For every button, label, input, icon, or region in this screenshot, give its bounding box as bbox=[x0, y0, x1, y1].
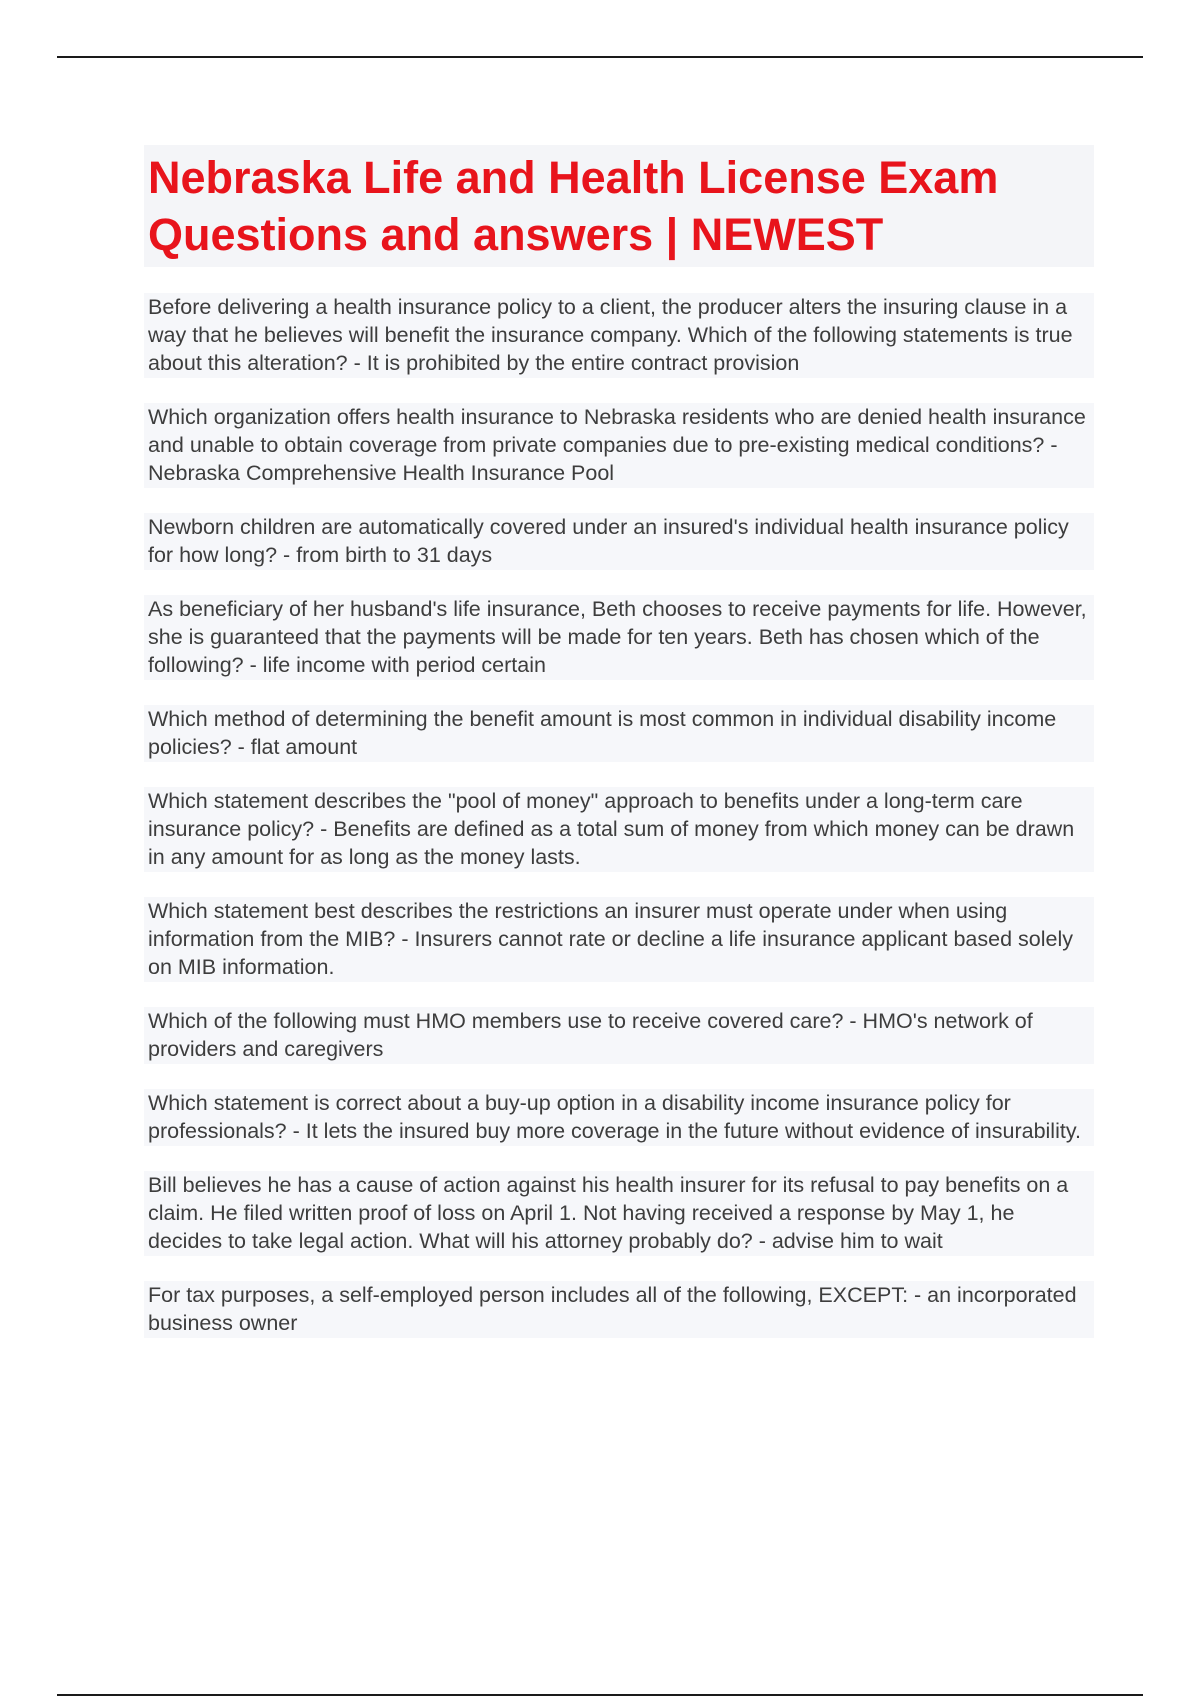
bottom-rule bbox=[57, 1694, 1143, 1696]
qa-item-11: For tax purposes, a self-employed person includes all of the following, EXCEPT: - an incorporated business owner bbox=[144, 1281, 1094, 1338]
qa-item-8: Which of the following must HMO members use to receive covered care? - HMO's network of providers and caregivers bbox=[144, 1007, 1094, 1064]
qa-item-4: As beneficiary of her husband's life insurance, Beth chooses to receive payments for life. However, she is guaranteed that the payments will be made for ten years. Beth has chosen which of the following? - life income with period certain bbox=[144, 595, 1094, 680]
qa-item-9: Which statement is correct about a buy-up option in a disability income insurance policy for professionals? - It lets the insured buy more coverage in the future without evidence of insurability. bbox=[144, 1089, 1094, 1146]
qa-item-1: Before delivering a health insurance policy to a client, the producer alters the insuring clause in a way that he believes will benefit the insurance company. Which of the following statements is true about this alteration? - It is prohibited by the entire contract provision bbox=[144, 293, 1094, 378]
document-body bbox=[144, 145, 1094, 1363]
qa-item-5: Which method of determining the benefit amount is most common in individual disability income policies? - flat amount bbox=[144, 705, 1094, 762]
document-title: Nebraska Life and Health License Exam Questions and answers | NEWEST bbox=[148, 152, 999, 260]
top-rule bbox=[57, 56, 1143, 58]
qa-item-6: Which statement describes the "pool of money" approach to benefits under a long-term care insurance policy? - Benefits are defined as a total sum of money from which money can be drawn in any amount for as long as the money lasts. bbox=[144, 787, 1094, 872]
title-block bbox=[144, 145, 1094, 267]
qa-item-2: Which organization offers health insurance to Nebraska residents who are denied health insurance and unable to obtain coverage from private companies due to pre-existing medical conditions? - Nebraska Comprehensive Health Insurance Pool bbox=[144, 403, 1094, 488]
qa-item-3: Newborn children are automatically covered under an insured's individual health insurance policy for how long? - from birth to 31 days bbox=[144, 513, 1094, 570]
qa-item-7: Which statement best describes the restrictions an insurer must operate under when using information from the MIB? - Insurers cannot rate or decline a life insurance applicant based solely on MIB information. bbox=[144, 897, 1094, 982]
qa-item-10: Bill believes he has a cause of action against his health insurer for its refusal to pay benefits on a claim. He filed written proof of loss on April 1. Not having received a response by May 1, he decides to take legal action. What will his attorney probably do? - advise him to wait bbox=[144, 1171, 1094, 1256]
